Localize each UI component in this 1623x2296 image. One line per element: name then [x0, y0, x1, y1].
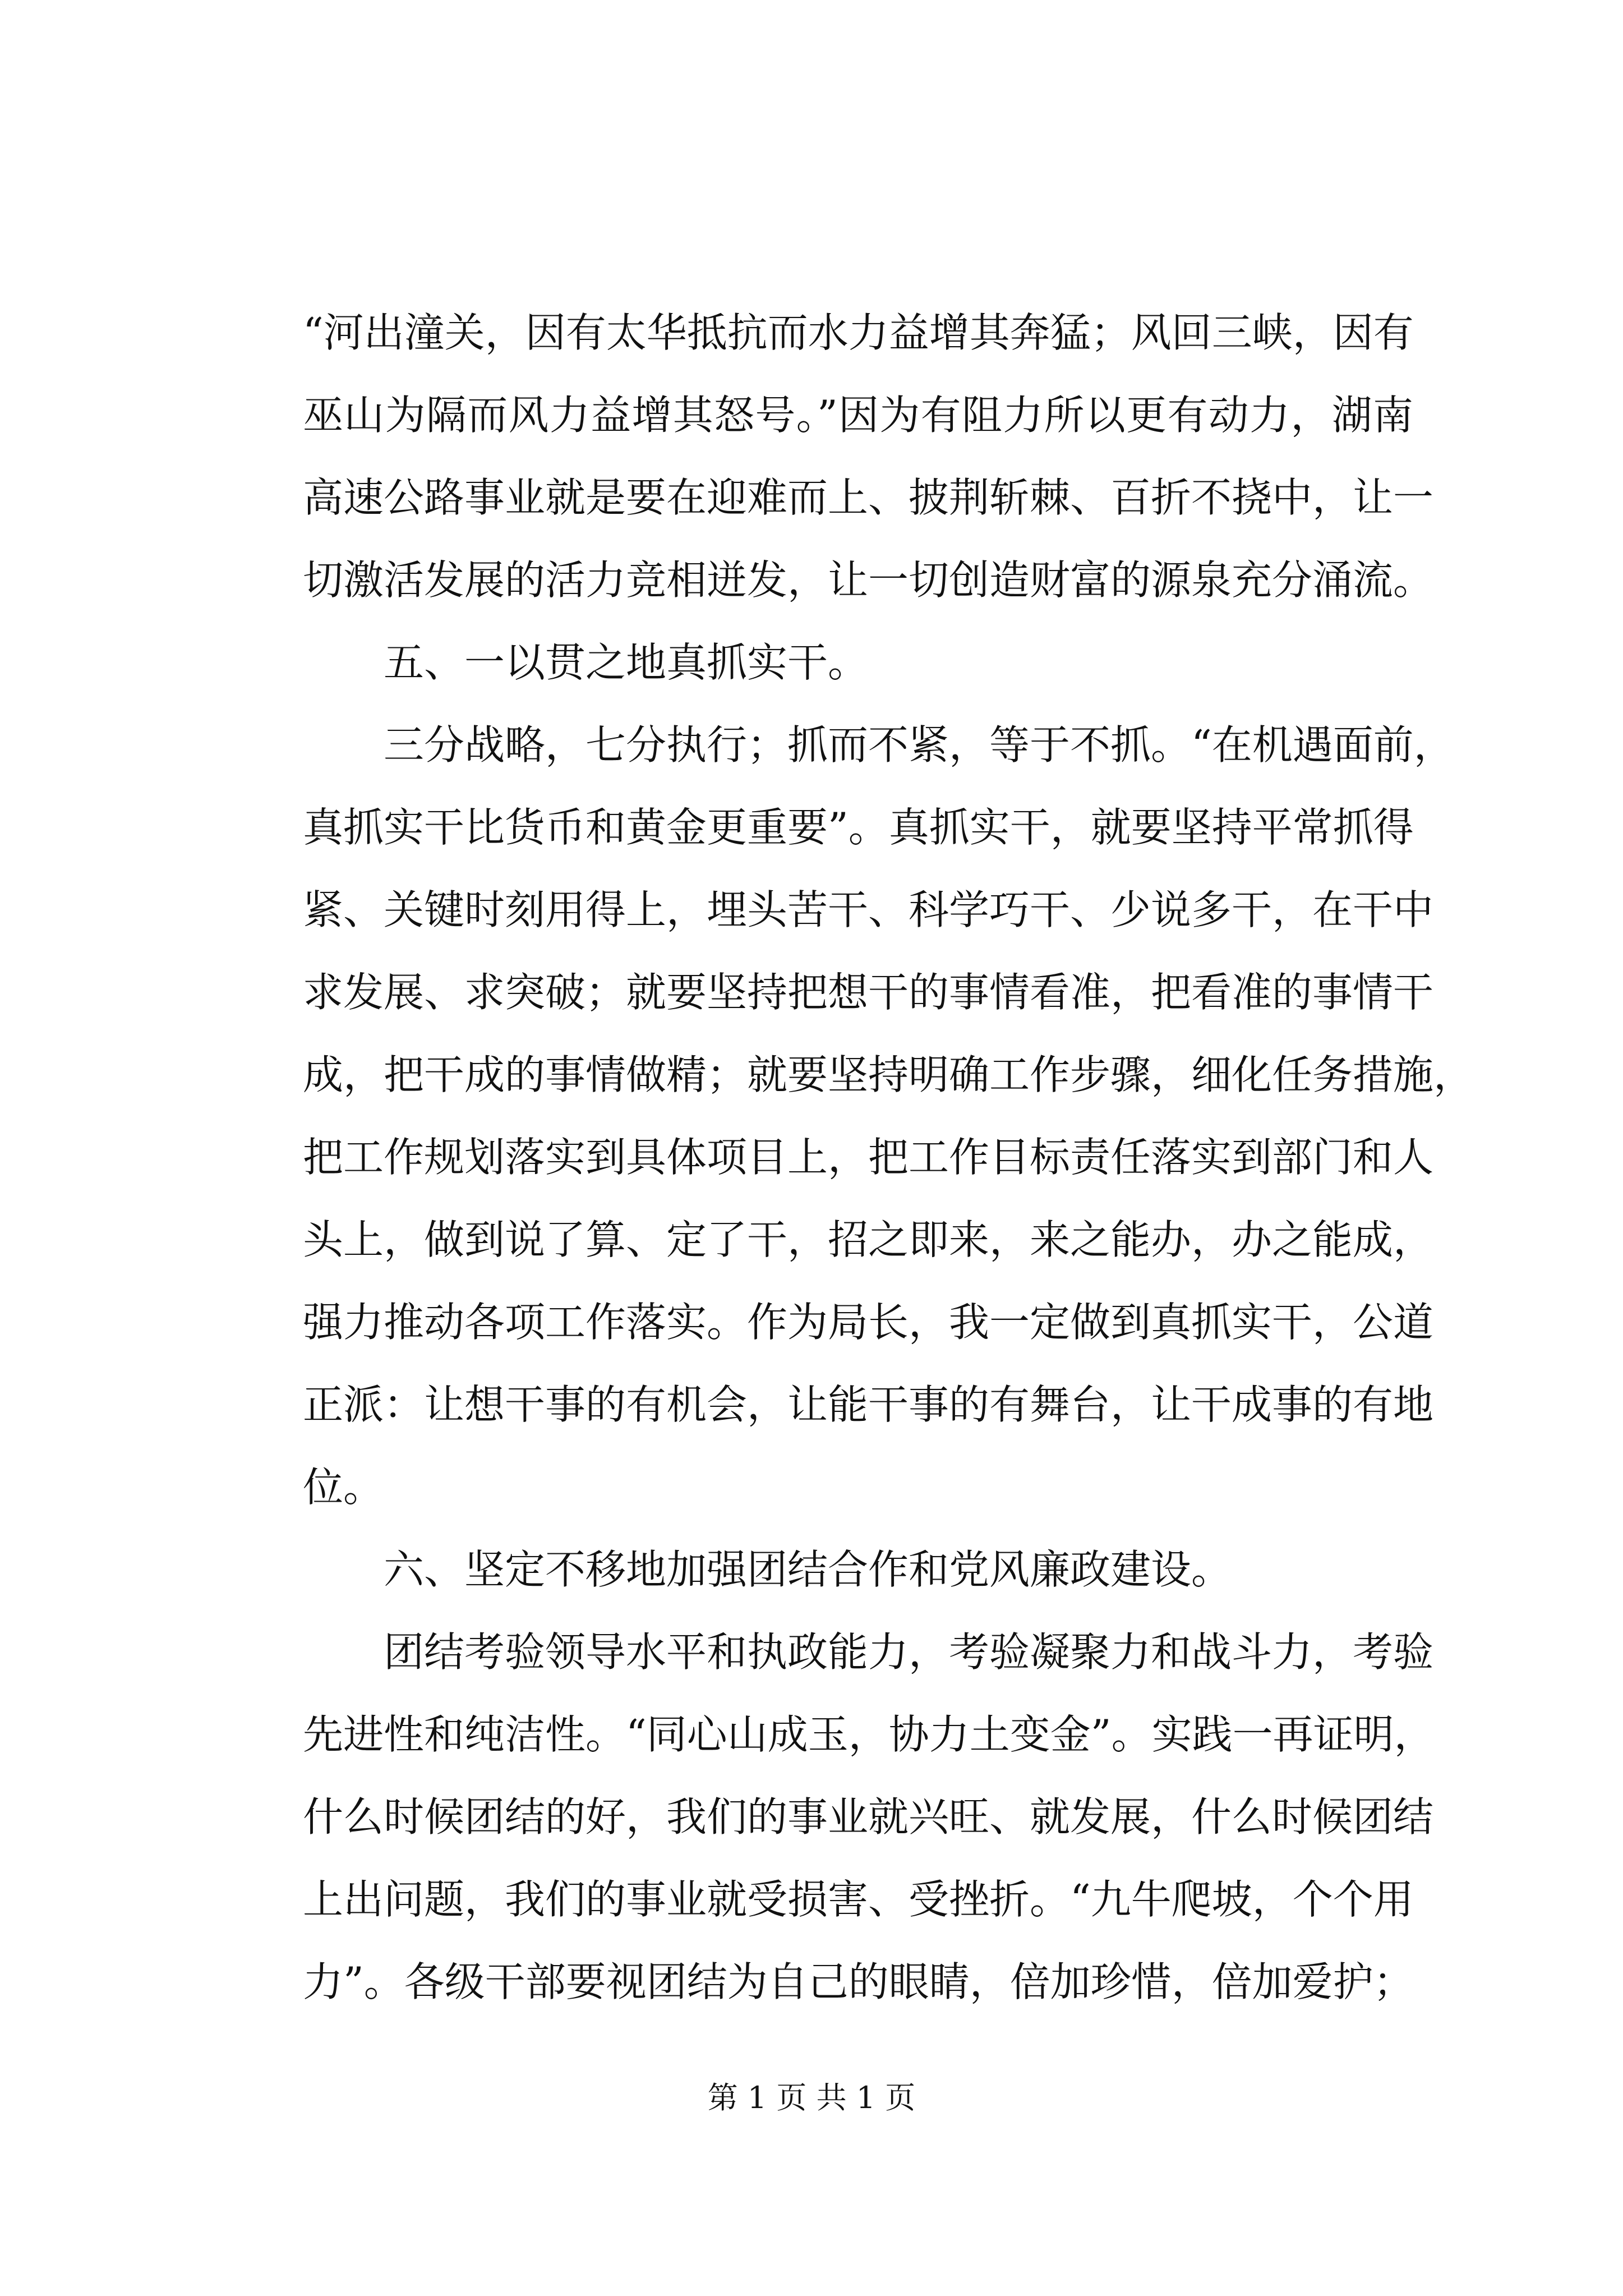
text-line: 巫山为隔而风力益增其怒号。”因为有阻力所以更有动力，湖南 [303, 392, 1413, 439]
text-line: 切激活发展的活力竞相迸发，让一切创造财富的源泉充分涌流。 [303, 556, 1434, 604]
paragraph-hard-work [303, 704, 1474, 1529]
text-line: 高速公路事业就是要在迎难而上、披荆斩棘、百折不挠中，让一 [303, 474, 1434, 521]
text-line: “河出潼关，因有太华抵抗而水力益增其奔猛；风回三峡，因有 [303, 309, 1414, 356]
document-body [303, 292, 1474, 2023]
paragraph-river-metaphor [303, 292, 1434, 622]
paragraph-unity [303, 1611, 1435, 2023]
text-line: 上出问题，我们的事业就受损害、受挫折。“九牛爬坡，个个用 [303, 1876, 1414, 1923]
text-line: 力”。各级干部要视团结为自己的眼睛，倍加珍惜，倍加爱护； [303, 1958, 1414, 2005]
text-line: 三分战略，七分执行；抓而不紧，等于不抓。“在机遇面前， [384, 721, 1454, 769]
text-line: 真抓实干比货币和黄金更重要”。真抓实干，就要坚持平常抓得 [303, 804, 1414, 851]
text-line: 头上，做到说了算、定了干，招之即来，来之能办，办之能成， [303, 1216, 1434, 1263]
text-line: 团结考验领导水平和执政能力，考验凝聚力和战斗力，考验 [384, 1628, 1434, 1676]
text-line: 先进性和纯洁性。“同心山成玉，协力土变金”。实践一再证明， [303, 1711, 1435, 1758]
text-line: 把工作规划落实到具体项目上，把工作目标责任落实到部门和人 [303, 1134, 1434, 1181]
text-line: 求发展、求突破；就要坚持把想干的事情看准，把看准的事情干 [303, 969, 1434, 1016]
text-line: 紧、关键时刻用得上，埋头苦干、科学巧干、少说多干，在干中 [303, 886, 1434, 933]
text-line: 位。 [303, 1464, 384, 1511]
text-line: 成，把干成的事情做精；就要坚持明确工作步骤，细化任务措施， [303, 1051, 1474, 1098]
text-line: 正派：让想干事的有机会，让能干事的有舞台，让干成事的有地 [303, 1381, 1434, 1428]
page-number-footer: 第 1 页 共 1 页 [707, 2080, 916, 2115]
text-line: 强力推动各项工作落实。作为局长，我一定做到真抓实干，公道 [303, 1299, 1434, 1346]
section-heading-5: 五、一以贯之地真抓实干。 [384, 639, 869, 686]
text-line: 什么时候团结的好，我们的事业就兴旺、就发展，什么时候团结 [303, 1793, 1434, 1841]
section-heading-6: 六、坚定不移地加强团结合作和党风廉政建设。 [384, 1546, 1232, 1593]
